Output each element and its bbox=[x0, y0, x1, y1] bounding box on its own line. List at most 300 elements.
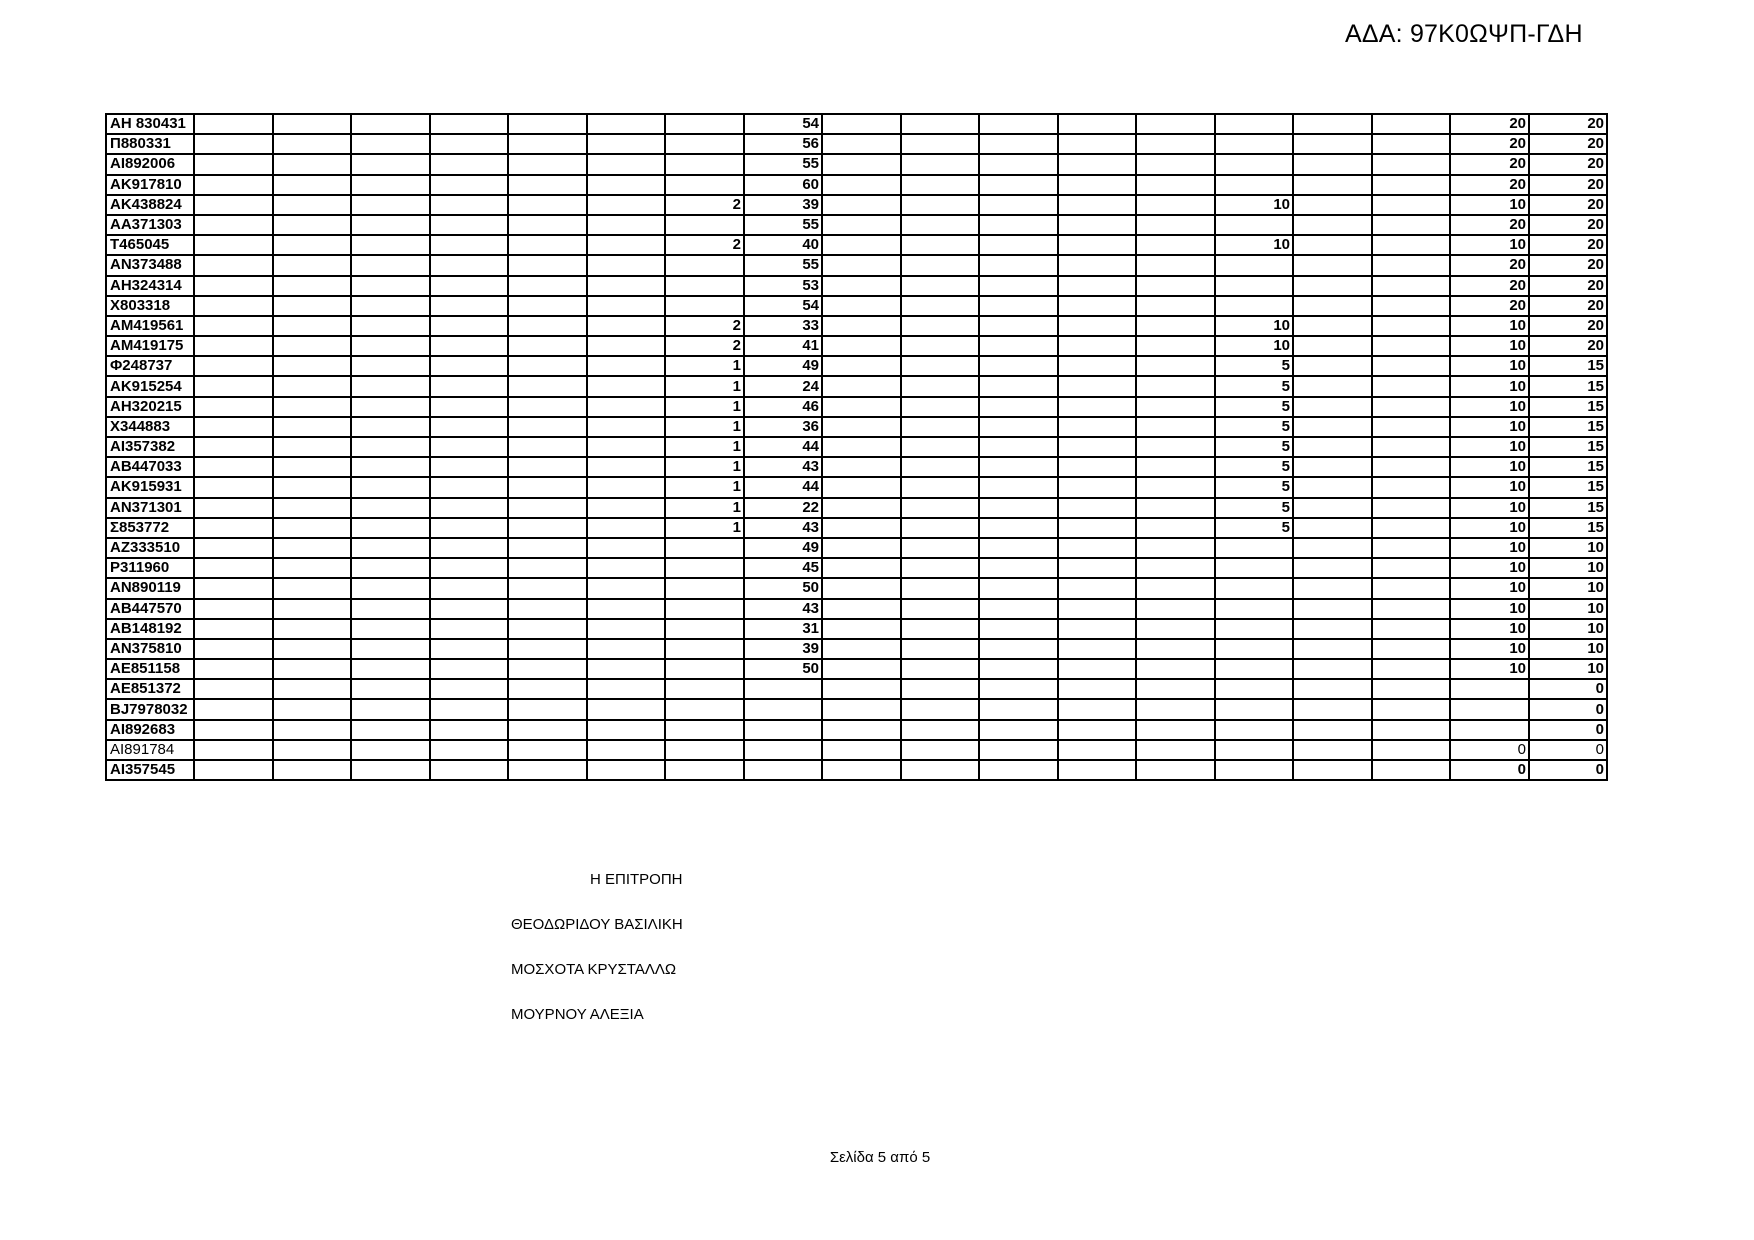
empty-cell bbox=[1136, 417, 1215, 437]
empty-cell bbox=[1136, 518, 1215, 538]
value-cell: 10 bbox=[1450, 538, 1529, 558]
empty-cell bbox=[508, 296, 587, 316]
value-cell bbox=[665, 134, 744, 154]
value-cell: 0 bbox=[1529, 720, 1607, 740]
empty-cell bbox=[1293, 336, 1372, 356]
empty-cell bbox=[979, 255, 1058, 275]
value-cell: 24 bbox=[744, 376, 822, 396]
value-cell: 10 bbox=[1450, 477, 1529, 497]
empty-cell bbox=[1372, 457, 1450, 477]
empty-cell bbox=[979, 175, 1058, 195]
value-cell bbox=[1215, 154, 1293, 174]
empty-cell bbox=[1372, 558, 1450, 578]
empty-cell bbox=[1372, 619, 1450, 639]
empty-cell bbox=[1058, 599, 1136, 619]
empty-cell bbox=[508, 114, 587, 134]
value-cell: 10 bbox=[1529, 639, 1607, 659]
value-cell: 55 bbox=[744, 154, 822, 174]
value-cell: 15 bbox=[1529, 356, 1607, 376]
empty-cell bbox=[587, 316, 665, 336]
empty-cell bbox=[1293, 599, 1372, 619]
row-id-cell: AA371303 bbox=[106, 215, 194, 235]
empty-cell bbox=[351, 498, 430, 518]
empty-cell bbox=[1372, 740, 1450, 760]
value-cell bbox=[665, 558, 744, 578]
empty-cell bbox=[1293, 114, 1372, 134]
empty-cell bbox=[822, 276, 901, 296]
empty-cell bbox=[194, 296, 273, 316]
empty-cell bbox=[273, 699, 351, 719]
row-id-cell: AK915254 bbox=[106, 376, 194, 396]
empty-cell bbox=[1372, 639, 1450, 659]
empty-cell bbox=[430, 538, 508, 558]
empty-cell bbox=[1372, 699, 1450, 719]
empty-cell bbox=[194, 134, 273, 154]
value-cell bbox=[665, 639, 744, 659]
empty-cell bbox=[430, 639, 508, 659]
empty-cell bbox=[822, 397, 901, 417]
empty-cell bbox=[587, 760, 665, 780]
value-cell: 20 bbox=[1529, 175, 1607, 195]
empty-cell bbox=[508, 235, 587, 255]
empty-cell bbox=[194, 417, 273, 437]
value-cell: 10 bbox=[1450, 417, 1529, 437]
table-row bbox=[106, 276, 1607, 296]
empty-cell bbox=[508, 699, 587, 719]
empty-cell bbox=[1293, 679, 1372, 699]
empty-cell bbox=[587, 356, 665, 376]
empty-cell bbox=[508, 740, 587, 760]
empty-cell bbox=[351, 276, 430, 296]
empty-cell bbox=[430, 760, 508, 780]
empty-cell bbox=[1136, 114, 1215, 134]
value-cell: 20 bbox=[1529, 114, 1607, 134]
empty-cell bbox=[822, 699, 901, 719]
empty-cell bbox=[351, 356, 430, 376]
table-row bbox=[106, 720, 1607, 740]
value-cell: 10 bbox=[1450, 195, 1529, 215]
empty-cell bbox=[351, 578, 430, 598]
value-cell: 20 bbox=[1450, 154, 1529, 174]
value-cell bbox=[665, 679, 744, 699]
empty-cell bbox=[587, 578, 665, 598]
empty-cell bbox=[979, 356, 1058, 376]
empty-cell bbox=[273, 195, 351, 215]
empty-cell bbox=[901, 498, 979, 518]
empty-cell bbox=[822, 195, 901, 215]
value-cell bbox=[1215, 619, 1293, 639]
empty-cell bbox=[1136, 619, 1215, 639]
empty-cell bbox=[587, 498, 665, 518]
empty-cell bbox=[194, 679, 273, 699]
empty-cell bbox=[587, 336, 665, 356]
table-row bbox=[106, 679, 1607, 699]
empty-cell bbox=[587, 417, 665, 437]
committee-title: Η ΕΠΙΤΡΟΠΗ bbox=[590, 871, 683, 888]
empty-cell bbox=[273, 255, 351, 275]
empty-cell bbox=[1293, 175, 1372, 195]
value-cell bbox=[665, 154, 744, 174]
value-cell bbox=[665, 276, 744, 296]
value-cell: 20 bbox=[1450, 114, 1529, 134]
empty-cell bbox=[194, 397, 273, 417]
empty-cell bbox=[587, 518, 665, 538]
empty-cell bbox=[194, 619, 273, 639]
empty-cell bbox=[587, 134, 665, 154]
empty-cell bbox=[1136, 154, 1215, 174]
empty-cell bbox=[822, 114, 901, 134]
empty-cell bbox=[508, 195, 587, 215]
empty-cell bbox=[1058, 397, 1136, 417]
value-cell: 41 bbox=[744, 336, 822, 356]
empty-cell bbox=[351, 154, 430, 174]
value-cell bbox=[1215, 538, 1293, 558]
empty-cell bbox=[194, 195, 273, 215]
empty-cell bbox=[273, 457, 351, 477]
empty-cell bbox=[979, 154, 1058, 174]
empty-cell bbox=[901, 175, 979, 195]
empty-cell bbox=[979, 397, 1058, 417]
value-cell: 10 bbox=[1450, 316, 1529, 336]
value-cell: 20 bbox=[1450, 134, 1529, 154]
table-row bbox=[106, 114, 1607, 134]
table-row bbox=[106, 235, 1607, 255]
empty-cell bbox=[508, 255, 587, 275]
empty-cell bbox=[822, 659, 901, 679]
empty-cell bbox=[1372, 134, 1450, 154]
empty-cell bbox=[508, 498, 587, 518]
empty-cell bbox=[194, 235, 273, 255]
empty-cell bbox=[1136, 215, 1215, 235]
empty-cell bbox=[194, 356, 273, 376]
empty-cell bbox=[1293, 296, 1372, 316]
value-cell: 0 bbox=[1529, 679, 1607, 699]
empty-cell bbox=[351, 437, 430, 457]
empty-cell bbox=[1058, 578, 1136, 598]
empty-cell bbox=[508, 276, 587, 296]
empty-cell bbox=[430, 518, 508, 538]
empty-cell bbox=[901, 679, 979, 699]
empty-cell bbox=[587, 740, 665, 760]
empty-cell bbox=[901, 477, 979, 497]
committee-member-3: ΜΟΥΡΝΟΥ ΑΛΕΞΙΑ bbox=[511, 1006, 644, 1023]
value-cell bbox=[1215, 760, 1293, 780]
empty-cell bbox=[508, 558, 587, 578]
empty-cell bbox=[430, 659, 508, 679]
empty-cell bbox=[822, 639, 901, 659]
empty-cell bbox=[430, 316, 508, 336]
empty-cell bbox=[901, 417, 979, 437]
empty-cell bbox=[822, 336, 901, 356]
results-table bbox=[105, 113, 1608, 781]
empty-cell bbox=[1372, 215, 1450, 235]
value-cell: 56 bbox=[744, 134, 822, 154]
empty-cell bbox=[194, 558, 273, 578]
empty-cell bbox=[508, 639, 587, 659]
empty-cell bbox=[430, 437, 508, 457]
value-cell: 10 bbox=[1450, 498, 1529, 518]
empty-cell bbox=[351, 679, 430, 699]
value-cell: 15 bbox=[1529, 397, 1607, 417]
value-cell: 5 bbox=[1215, 518, 1293, 538]
empty-cell bbox=[901, 154, 979, 174]
empty-cell bbox=[1293, 356, 1372, 376]
empty-cell bbox=[508, 215, 587, 235]
value-cell bbox=[744, 699, 822, 719]
empty-cell bbox=[979, 235, 1058, 255]
value-cell: 49 bbox=[744, 538, 822, 558]
empty-cell bbox=[1058, 114, 1136, 134]
row-id-cell: AN890119 bbox=[106, 578, 194, 598]
empty-cell bbox=[508, 376, 587, 396]
empty-cell bbox=[273, 558, 351, 578]
row-id-cell: T465045 bbox=[106, 235, 194, 255]
value-cell: 43 bbox=[744, 457, 822, 477]
empty-cell bbox=[351, 639, 430, 659]
value-cell: 10 bbox=[1215, 235, 1293, 255]
committee-member-2: ΜΟΣΧΟΤΑ ΚΡΥΣΤΑΛΛΩ bbox=[511, 961, 677, 978]
empty-cell bbox=[1372, 336, 1450, 356]
empty-cell bbox=[1136, 235, 1215, 255]
empty-cell bbox=[430, 457, 508, 477]
value-cell bbox=[744, 740, 822, 760]
empty-cell bbox=[1372, 154, 1450, 174]
value-cell bbox=[665, 175, 744, 195]
empty-cell bbox=[1058, 154, 1136, 174]
empty-cell bbox=[822, 518, 901, 538]
table-row bbox=[106, 397, 1607, 417]
empty-cell bbox=[901, 397, 979, 417]
empty-cell bbox=[1293, 740, 1372, 760]
empty-cell bbox=[273, 498, 351, 518]
value-cell bbox=[665, 578, 744, 598]
row-id-cell: X803318 bbox=[106, 296, 194, 316]
empty-cell bbox=[901, 659, 979, 679]
empty-cell bbox=[194, 336, 273, 356]
empty-cell bbox=[587, 114, 665, 134]
table-row bbox=[106, 376, 1607, 396]
table-row bbox=[106, 477, 1607, 497]
empty-cell bbox=[351, 699, 430, 719]
empty-cell bbox=[194, 599, 273, 619]
empty-cell bbox=[1058, 457, 1136, 477]
empty-cell bbox=[901, 114, 979, 134]
value-cell bbox=[665, 114, 744, 134]
value-cell: 20 bbox=[1450, 296, 1529, 316]
empty-cell bbox=[587, 477, 665, 497]
empty-cell bbox=[587, 154, 665, 174]
empty-cell bbox=[1372, 316, 1450, 336]
empty-cell bbox=[430, 175, 508, 195]
empty-cell bbox=[430, 255, 508, 275]
empty-cell bbox=[1293, 457, 1372, 477]
empty-cell bbox=[901, 518, 979, 538]
empty-cell bbox=[430, 296, 508, 316]
empty-cell bbox=[979, 538, 1058, 558]
value-cell bbox=[1215, 134, 1293, 154]
empty-cell bbox=[1136, 195, 1215, 215]
empty-cell bbox=[194, 518, 273, 538]
empty-cell bbox=[1136, 538, 1215, 558]
empty-cell bbox=[1058, 518, 1136, 538]
empty-cell bbox=[1136, 457, 1215, 477]
empty-cell bbox=[979, 760, 1058, 780]
table-row bbox=[106, 619, 1607, 639]
value-cell: 39 bbox=[744, 639, 822, 659]
empty-cell bbox=[587, 457, 665, 477]
empty-cell bbox=[508, 619, 587, 639]
empty-cell bbox=[587, 195, 665, 215]
value-cell bbox=[1215, 215, 1293, 235]
empty-cell bbox=[587, 639, 665, 659]
empty-cell bbox=[979, 679, 1058, 699]
value-cell: 10 bbox=[1215, 336, 1293, 356]
empty-cell bbox=[1136, 255, 1215, 275]
empty-cell bbox=[822, 235, 901, 255]
empty-cell bbox=[1372, 195, 1450, 215]
empty-cell bbox=[430, 376, 508, 396]
empty-cell bbox=[1058, 437, 1136, 457]
row-id-cell: AH 830431 bbox=[106, 114, 194, 134]
empty-cell bbox=[508, 437, 587, 457]
value-cell: 2 bbox=[665, 336, 744, 356]
empty-cell bbox=[587, 699, 665, 719]
value-cell: 44 bbox=[744, 437, 822, 457]
value-cell: 1 bbox=[665, 498, 744, 518]
empty-cell bbox=[351, 376, 430, 396]
row-id-cell: AH320215 bbox=[106, 397, 194, 417]
value-cell: 10 bbox=[1450, 659, 1529, 679]
empty-cell bbox=[273, 114, 351, 134]
empty-cell bbox=[273, 518, 351, 538]
empty-cell bbox=[508, 679, 587, 699]
value-cell bbox=[665, 255, 744, 275]
empty-cell bbox=[194, 538, 273, 558]
row-id-cell: AI892683 bbox=[106, 720, 194, 740]
empty-cell bbox=[194, 215, 273, 235]
empty-cell bbox=[587, 296, 665, 316]
empty-cell bbox=[1372, 417, 1450, 437]
empty-cell bbox=[351, 619, 430, 639]
empty-cell bbox=[1372, 175, 1450, 195]
table-row bbox=[106, 659, 1607, 679]
empty-cell bbox=[273, 336, 351, 356]
value-cell: 20 bbox=[1450, 255, 1529, 275]
empty-cell bbox=[1058, 699, 1136, 719]
value-cell: 0 bbox=[1529, 740, 1607, 760]
row-id-cell: AN375810 bbox=[106, 639, 194, 659]
empty-cell bbox=[508, 417, 587, 437]
empty-cell bbox=[508, 599, 587, 619]
empty-cell bbox=[587, 538, 665, 558]
empty-cell bbox=[351, 457, 430, 477]
empty-cell bbox=[587, 437, 665, 457]
empty-cell bbox=[508, 316, 587, 336]
empty-cell bbox=[901, 538, 979, 558]
value-cell: 10 bbox=[1529, 538, 1607, 558]
empty-cell bbox=[273, 659, 351, 679]
empty-cell bbox=[822, 558, 901, 578]
value-cell: 15 bbox=[1529, 417, 1607, 437]
empty-cell bbox=[1372, 376, 1450, 396]
empty-cell bbox=[1293, 316, 1372, 336]
value-cell bbox=[665, 619, 744, 639]
empty-cell bbox=[1372, 255, 1450, 275]
empty-cell bbox=[979, 477, 1058, 497]
empty-cell bbox=[822, 740, 901, 760]
empty-cell bbox=[1372, 518, 1450, 538]
empty-cell bbox=[351, 175, 430, 195]
empty-cell bbox=[430, 336, 508, 356]
value-cell bbox=[665, 699, 744, 719]
empty-cell bbox=[822, 175, 901, 195]
empty-cell bbox=[1293, 639, 1372, 659]
empty-cell bbox=[901, 578, 979, 598]
empty-cell bbox=[351, 558, 430, 578]
value-cell: 10 bbox=[1450, 619, 1529, 639]
empty-cell bbox=[979, 336, 1058, 356]
value-cell: 45 bbox=[744, 558, 822, 578]
empty-cell bbox=[194, 740, 273, 760]
empty-cell bbox=[273, 175, 351, 195]
value-cell: 31 bbox=[744, 619, 822, 639]
page-number: Σελίδα 5 από 5 bbox=[829, 1149, 931, 1166]
empty-cell bbox=[979, 134, 1058, 154]
empty-cell bbox=[1136, 639, 1215, 659]
value-cell bbox=[1215, 558, 1293, 578]
empty-cell bbox=[1372, 114, 1450, 134]
value-cell bbox=[1215, 175, 1293, 195]
table-row bbox=[106, 538, 1607, 558]
empty-cell bbox=[587, 659, 665, 679]
value-cell: 0 bbox=[1529, 699, 1607, 719]
empty-cell bbox=[587, 397, 665, 417]
value-cell: 5 bbox=[1215, 477, 1293, 497]
empty-cell bbox=[822, 134, 901, 154]
empty-cell bbox=[351, 397, 430, 417]
value-cell: 10 bbox=[1215, 316, 1293, 336]
empty-cell bbox=[273, 619, 351, 639]
value-cell: 33 bbox=[744, 316, 822, 336]
value-cell bbox=[665, 659, 744, 679]
empty-cell bbox=[430, 619, 508, 639]
empty-cell bbox=[194, 699, 273, 719]
row-id-cell: AK438824 bbox=[106, 195, 194, 215]
empty-cell bbox=[1136, 134, 1215, 154]
empty-cell bbox=[901, 255, 979, 275]
empty-cell bbox=[194, 316, 273, 336]
empty-cell bbox=[1372, 276, 1450, 296]
empty-cell bbox=[508, 336, 587, 356]
empty-cell bbox=[822, 498, 901, 518]
empty-cell bbox=[351, 114, 430, 134]
empty-cell bbox=[979, 639, 1058, 659]
empty-cell bbox=[1058, 760, 1136, 780]
empty-cell bbox=[1136, 336, 1215, 356]
value-cell: 5 bbox=[1215, 417, 1293, 437]
empty-cell bbox=[273, 679, 351, 699]
value-cell: 50 bbox=[744, 659, 822, 679]
value-cell bbox=[1215, 296, 1293, 316]
empty-cell bbox=[587, 599, 665, 619]
value-cell: 10 bbox=[1450, 235, 1529, 255]
table-row bbox=[106, 518, 1607, 538]
empty-cell bbox=[1293, 255, 1372, 275]
value-cell: 5 bbox=[1215, 457, 1293, 477]
empty-cell bbox=[587, 679, 665, 699]
value-cell: 1 bbox=[665, 437, 744, 457]
value-cell bbox=[1215, 699, 1293, 719]
